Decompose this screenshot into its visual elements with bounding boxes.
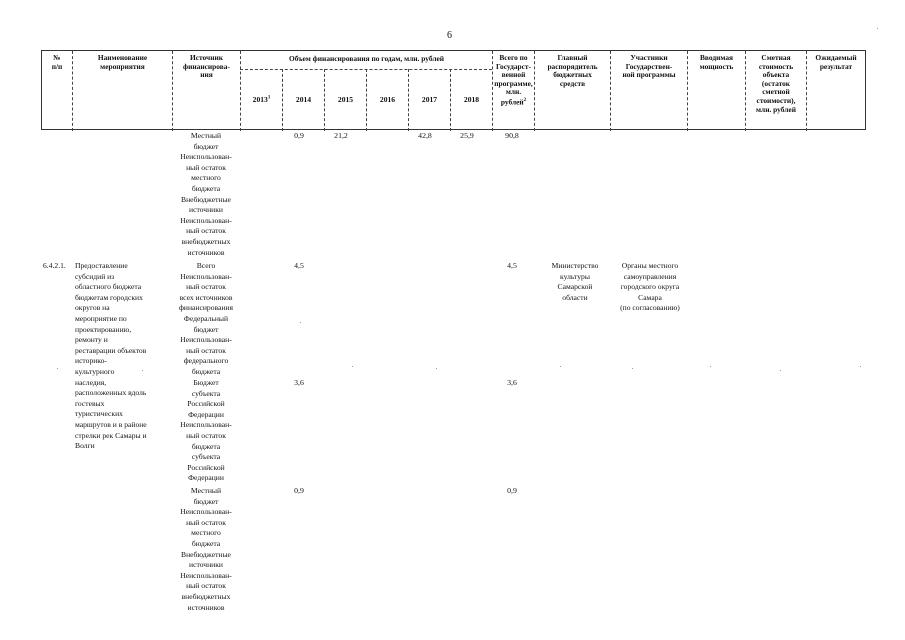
footnote-mark: 2 xyxy=(523,97,527,103)
row-participants: Органы местного самоуправления городского округа Самара (по согласованию) xyxy=(620,261,680,313)
row-local-sum: 0,9 xyxy=(507,486,517,495)
header-num: № п/п xyxy=(51,54,63,71)
scan-speck xyxy=(142,370,143,371)
scan-speck xyxy=(877,28,878,29)
carry-over-sources: Местный бюджет Неиспользован- ный остаток местного бюджета Внебюджетные источники Неиспользован- ный остаток внебюджетных источников xyxy=(180,131,232,257)
header-participants: Участники Государствен- ной программы xyxy=(622,54,676,80)
header-result: Ожидаемый результат xyxy=(815,54,857,71)
year-label: 2013 xyxy=(252,95,268,104)
header-manager: Главный распорядитель бюджетных средств xyxy=(547,54,598,88)
row-divider xyxy=(240,69,492,70)
header-year-2016: 2016 xyxy=(379,95,396,104)
row-local-2014: 0,9 xyxy=(294,486,304,495)
row-name: Предоставление субсидий из областного бюджета бюджетам городских округов на мероприятие по проектированию, ремонту и реставрации объектов историко- культурного наследия, расположенных вдоль гостевых туристических маршрутов и в районе стрелки рек Самары и Волги xyxy=(75,261,147,451)
carry-over-2017: 42,8 xyxy=(418,131,432,140)
row-total-2014: 4,5 xyxy=(294,261,304,270)
header-name: Наименование мероприятия xyxy=(97,54,148,71)
scan-speck xyxy=(710,366,711,367)
scan-speck xyxy=(860,366,861,367)
row-number: 6.4.2.1. xyxy=(43,261,66,270)
row-sources-local: Местный бюджет Неиспользован- ный остаток местного бюджета Внебюджетные источники Неиспользован- ный остаток внебюджетных источников xyxy=(180,486,232,612)
scan-speck xyxy=(436,368,437,369)
row-sources-regional: Бюджет субъекта Российской Федерации Неиспользован- ный остаток бюджета субъекта Российской Федерации xyxy=(180,378,232,483)
header-year-2017: 2017 xyxy=(421,95,438,104)
page-number: 6 xyxy=(447,30,452,41)
header-total-text: Всего по Государст- венной программе, млн. рублей xyxy=(494,54,533,107)
row-manager: Министерство культуры Самарской области xyxy=(551,261,599,302)
scan-speck xyxy=(780,370,781,371)
header-source: Источник финансирова- ния xyxy=(183,54,230,80)
header-year-2014: 2014 xyxy=(295,95,312,104)
footnote-mark: 1 xyxy=(267,95,271,101)
scan-speck xyxy=(300,322,301,323)
row-total-sum: 4,5 xyxy=(507,261,517,270)
header-total xyxy=(493,54,534,107)
carry-over-2015: 21,2 xyxy=(334,131,348,140)
scan-speck xyxy=(352,366,353,367)
header-cost: Сметная стоимость объекта (остаток сметной стоимости), млн. рублей xyxy=(756,54,796,114)
header-year-2015: 2015 xyxy=(337,95,354,104)
carry-over-2014: 0,9 xyxy=(294,131,304,140)
scan-speck xyxy=(560,366,561,367)
row-regional-sum: 3,6 xyxy=(507,378,517,387)
header-year-2018: 2018 xyxy=(463,95,480,104)
scan-speck xyxy=(632,368,633,369)
table-header xyxy=(41,50,866,130)
row-sources-total-federal: Всего Неиспользован- ный остаток всех источников финансирования Федеральный бюджет Неиспользован- ный остаток федерального бюджета xyxy=(179,261,233,376)
header-volume: Объем финансирования по годам, млн. рублей xyxy=(288,55,445,63)
carry-over-total: 90,8 xyxy=(505,131,519,140)
header-year-2013 xyxy=(241,95,282,104)
row-regional-2014: 3,6 xyxy=(294,378,304,387)
carry-over-2018: 25,9 xyxy=(460,131,474,140)
header-capacity: Вводимая мощность xyxy=(699,54,734,71)
scan-speck xyxy=(57,368,58,369)
